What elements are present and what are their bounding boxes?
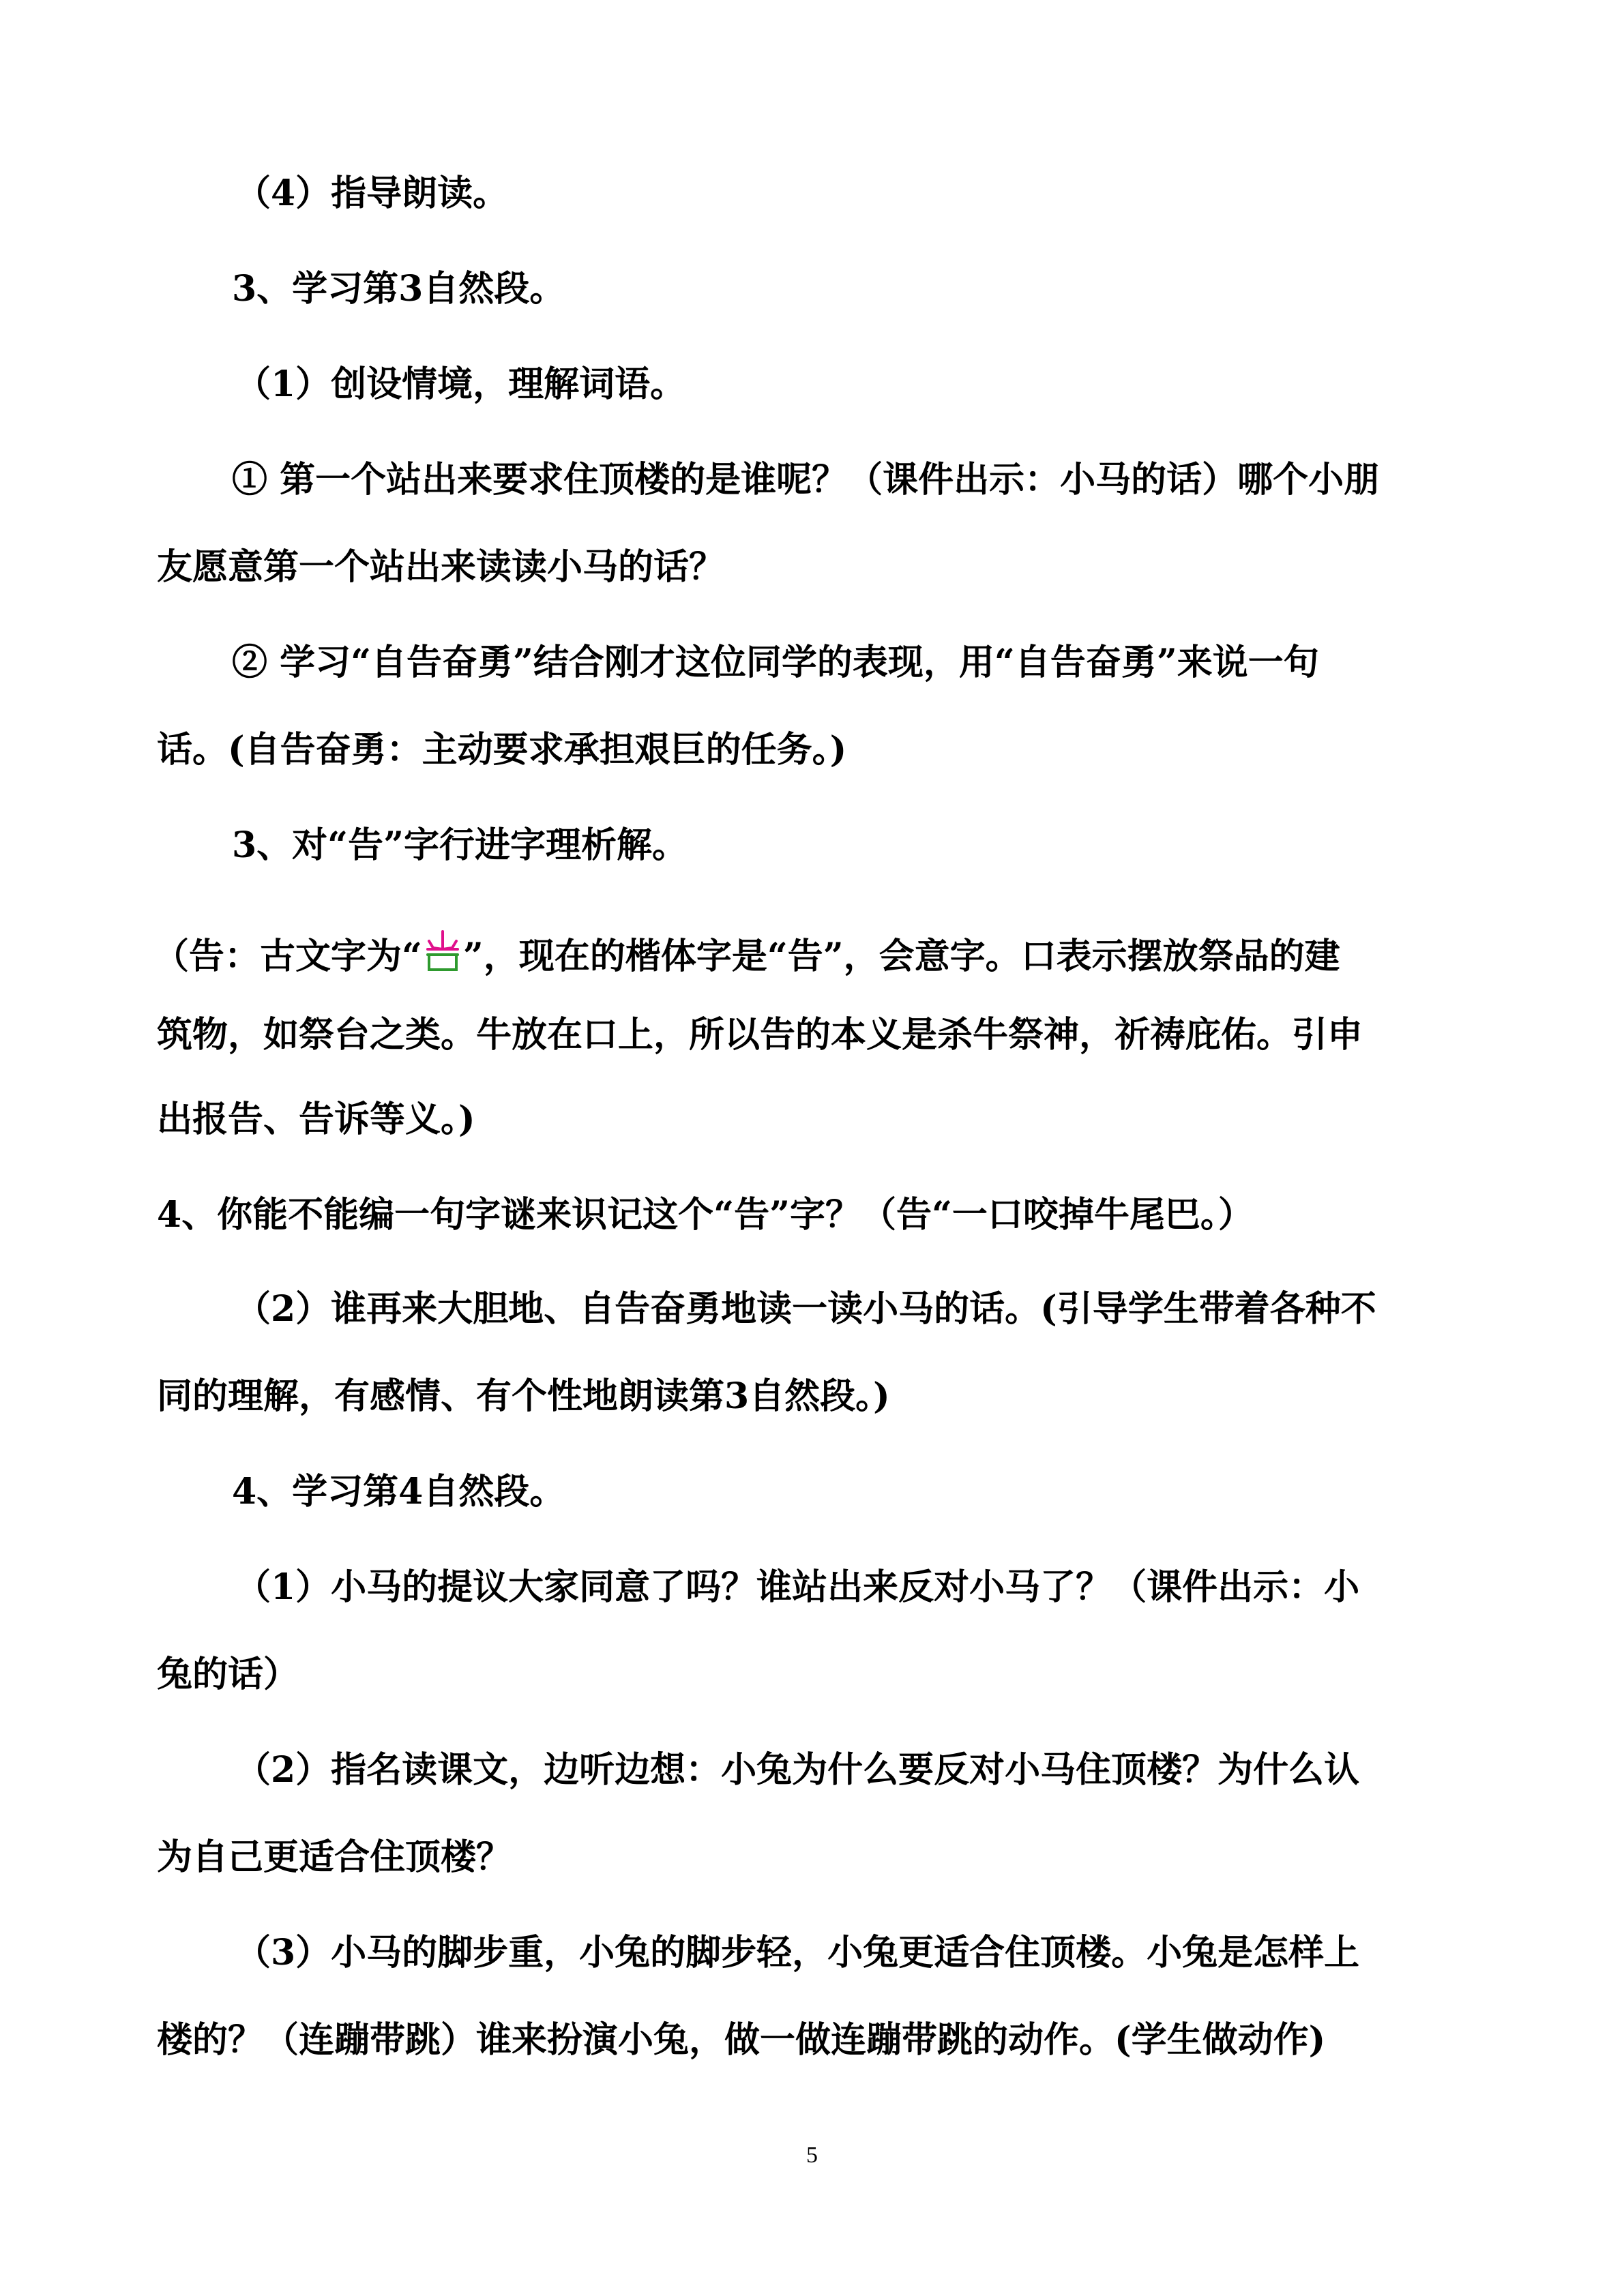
paragraph-create-scene: （1）创设情境，理解词语。: [235, 363, 686, 405]
paragraph-character-analysis: 3、对“告”字行进字理析解。: [232, 824, 688, 866]
paragraph-study-section-3: 3、学习第3自然段。: [232, 268, 565, 310]
paragraph-question-1-line-2: 友愿意第一个站出来读读小马的话？: [157, 546, 725, 588]
paragraph-study-section-4: 4、学习第4自然段。: [232, 1471, 565, 1512]
paragraph-etymology-line-2: 筑物，如祭台之类。牛放在口上，所以告的本义是杀牛祭神，祈祷庇佑。引申: [157, 1014, 1363, 1056]
paragraph-question-1-line-1: ① 第一个站出来要求住顶楼的是谁呢？（课件出示：小马的话）哪个小朋: [232, 459, 1380, 501]
paragraph-etymology-line-3: 出报告、告诉等义。): [157, 1099, 475, 1140]
page-number: 5: [806, 2143, 818, 2168]
paragraph-read-again-line-1: （2）谁再来大胆地、自告奋勇地读一读小马的话。(引导学生带着各种不: [235, 1288, 1376, 1330]
etymology-text-b: ”，现在的楷体字是“告”，会意字。口表示摆放祭品的建: [462, 936, 1340, 977]
paragraph-read-listen-line-1: （2）指名读课文，边听边想：小兔为什么要反对小马住顶楼？为什么认: [235, 1749, 1360, 1791]
paragraph-rabbit-stairs-line-2: 楼的？（连蹦带跳）谁来扮演小兔，做一做连蹦带跳的动作。(学生做动作): [157, 2019, 1326, 2061]
paragraph-etymology-line-1: [153, 929, 1340, 979]
paragraph-question-2-line-2: 话。(自告奋勇：主动要求承担艰巨的任务。): [157, 729, 847, 771]
paragraph-read-listen-line-2: 为自己更适合住顶楼？: [157, 1836, 512, 1878]
paragraph-pony-proposal-line-1: （1）小马的提议大家同意了吗？谁站出来反对小马了？（课件出示：小: [235, 1566, 1360, 1608]
etymology-text-a: （告：古文字为“: [153, 936, 422, 977]
paragraph-question-2-line-1: ② 学习“自告奋勇”结合刚才这位同学的表现，用“自告奋勇”来说一句: [232, 642, 1319, 683]
paragraph-riddle: 4、你能不能编一句字谜来识记这个“告”字？（告“一口咬掉牛尾巴。）: [157, 1194, 1254, 1236]
ancient-character-gao-icon: [422, 929, 463, 972]
paragraph-read-again-line-2: 同的理解，有感情、有个性地朗读第3自然段。): [157, 1375, 890, 1417]
paragraph-pony-proposal-line-2: 兔的话）: [157, 1654, 299, 1695]
paragraph-rabbit-stairs-line-1: （3）小马的脚步重，小兔的脚步轻，小兔更适合住顶楼。小兔是怎样上: [235, 1932, 1360, 1973]
paragraph-guide-reading: （4）指导朗读。: [235, 173, 509, 214]
